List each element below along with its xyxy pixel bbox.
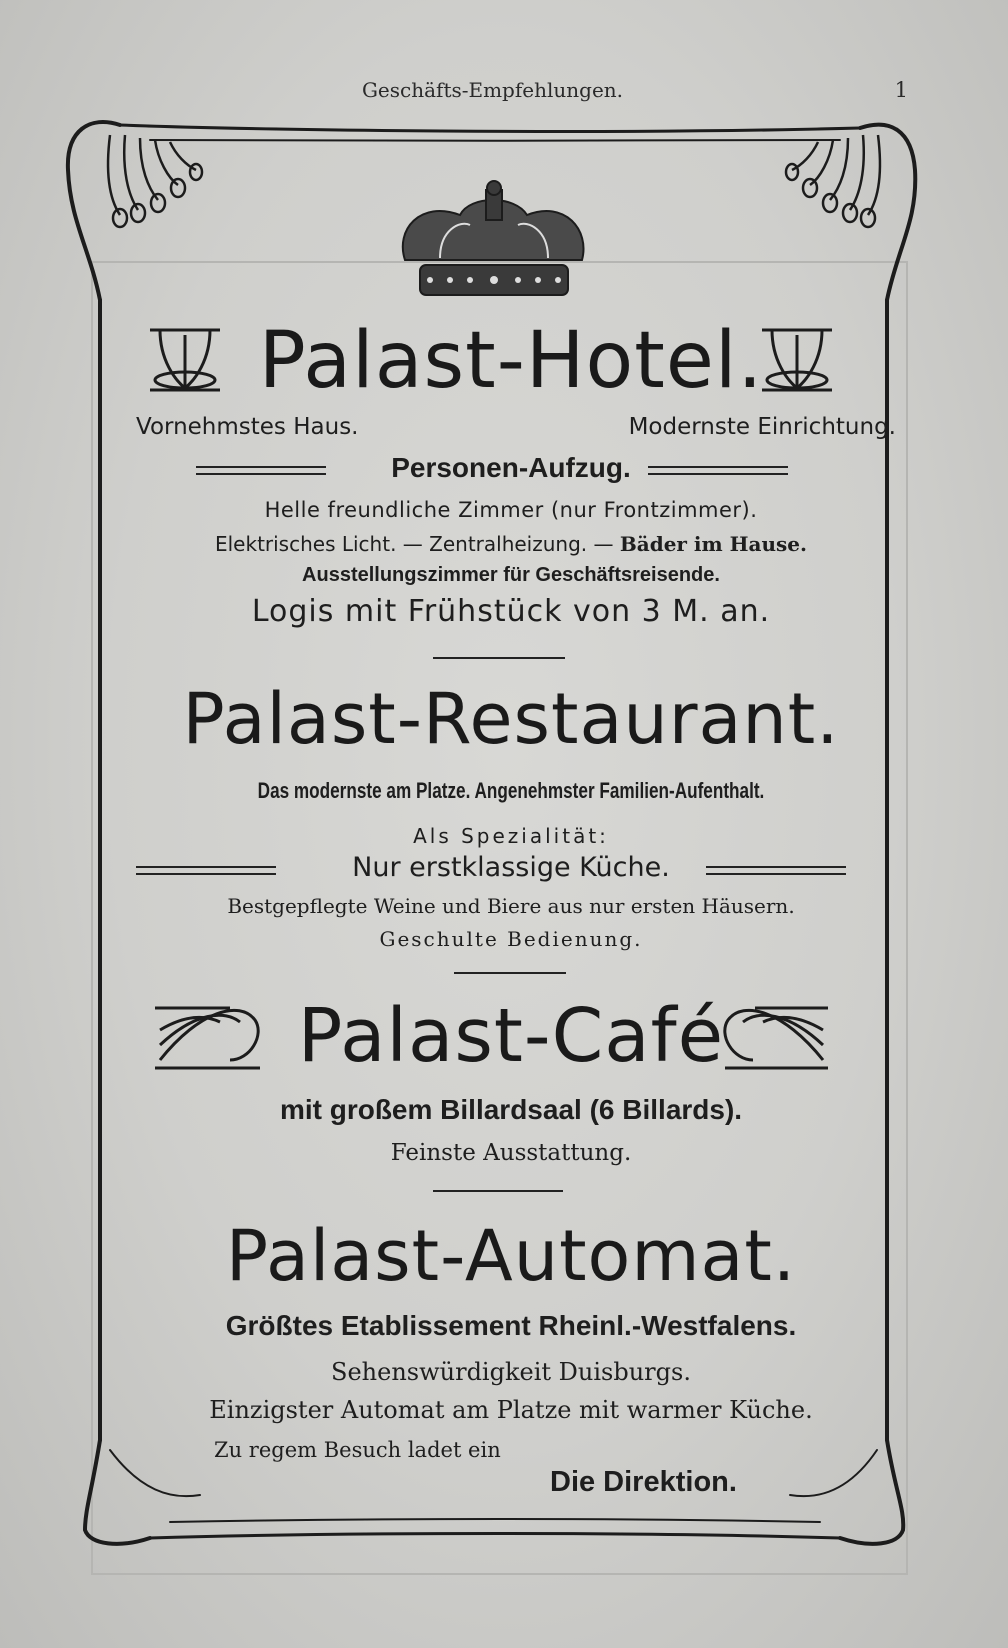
hotel-line2-b: Bäder im Hause.	[619, 532, 807, 556]
ad-content	[126, 0, 896, 1648]
hotel-line2	[126, 532, 896, 556]
section-rule	[433, 1190, 563, 1192]
automat-tagline: Größtes Etablissement Rheinl.-Westfalens.	[225, 1310, 797, 1341]
restaurant-specialty: Nur erstklassige Küche.	[352, 852, 670, 883]
double-rule	[706, 866, 846, 875]
restaurant-tagline: Das modernste am Platze. Angenehmster Familien-Aufenthalt.	[257, 778, 765, 803]
page-number: 1	[894, 78, 908, 102]
automat-sight: Sehenswürdigkeit Duisburgs.	[331, 1358, 691, 1386]
cafe-name: Palast-Café	[297, 993, 725, 1079]
restaurant-specialty-label: Als Spezialität:	[413, 824, 609, 848]
double-rule	[648, 466, 788, 475]
hotel-left-tag: Vornehmstes Haus.	[136, 414, 359, 440]
hotel-line4: Logis mit Frühstück von 3 M. an.	[251, 594, 771, 629]
hotel-line2-a: Elektrisches Licht. — Zentralheizung. —	[214, 532, 614, 556]
restaurant-name: Palast-Restaurant.	[182, 678, 840, 760]
cafe-billiards: mit großem Billardsaal (6 Billards).	[279, 1094, 743, 1125]
hotel-right-tag: Modernste Einrichtung.	[628, 414, 896, 440]
automat-name: Palast-Automat.	[225, 1215, 797, 1297]
automat-signature: Die Direktion.	[550, 1466, 737, 1498]
automat-only: Einzigster Automat am Platze mit warmer Küche.	[209, 1396, 813, 1424]
cafe-furnishing: Feinste Ausstattung.	[390, 1140, 632, 1166]
page-header-title: Geschäfts-Empfehlungen.	[361, 78, 624, 102]
hotel-line3: Ausstellungszimmer für Geschäftsreisende.	[302, 564, 720, 586]
section-rule	[454, 972, 566, 974]
section-rule	[433, 657, 565, 659]
hotel-name: Palast-Hotel.	[258, 316, 764, 406]
restaurant-wines: Bestgepflegte Weine und Biere aus nur ersten Häusern.	[227, 894, 795, 918]
restaurant-service: Geschulte Bedienung.	[379, 927, 643, 951]
automat-invite: Zu regem Besuch ladet ein	[214, 1438, 501, 1462]
hotel-feature: Personen-Aufzug.	[391, 452, 631, 483]
hotel-line1: Helle freundliche Zimmer (nur Frontzimmer).	[264, 498, 758, 522]
